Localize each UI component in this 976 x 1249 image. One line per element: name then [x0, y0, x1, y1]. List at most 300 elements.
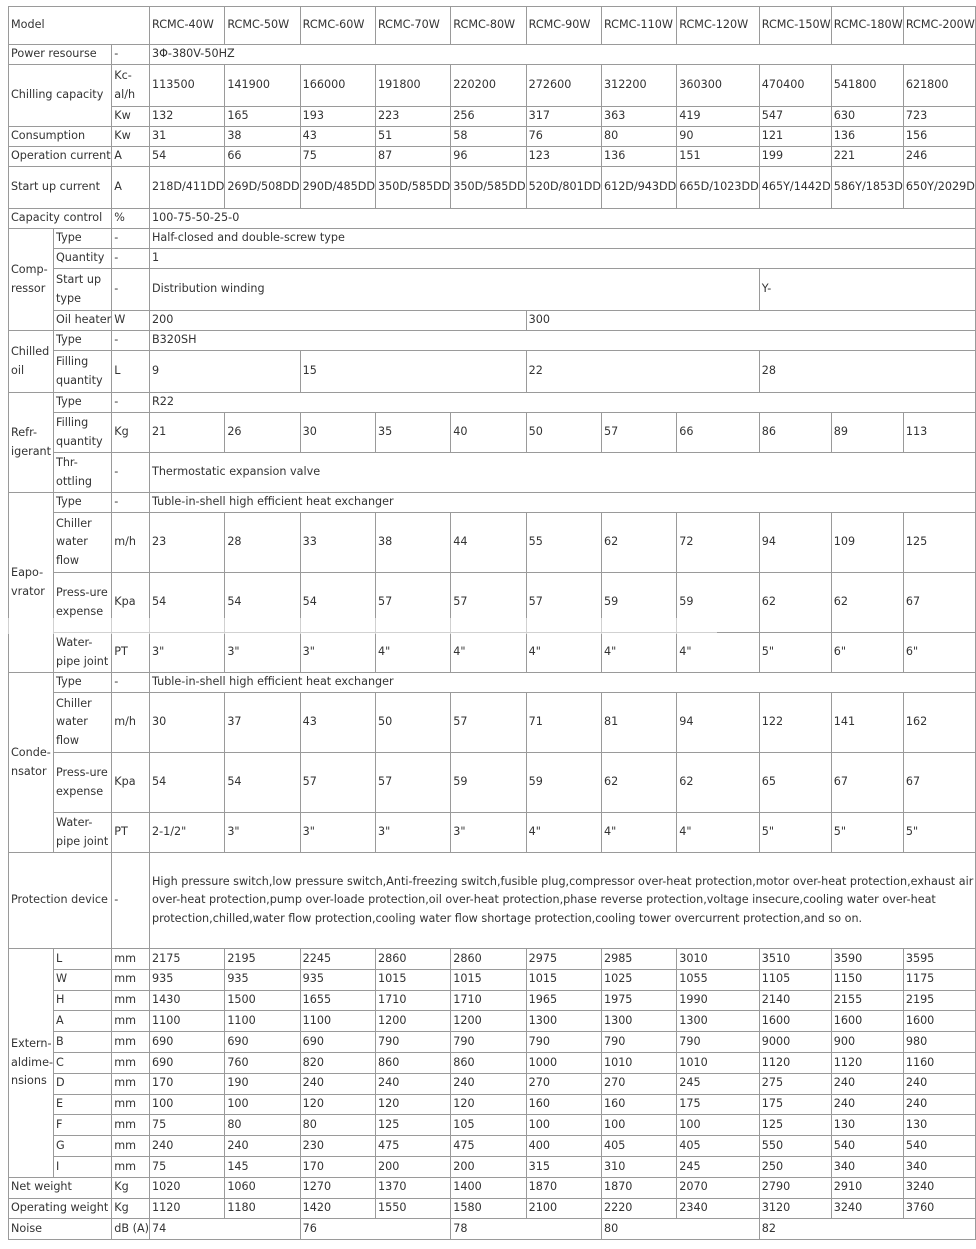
- compressor-startup-row: [9, 269, 976, 311]
- value-cell: 37: [225, 693, 300, 753]
- unit-cell: Kc-al/h: [112, 65, 150, 107]
- value-cell: 612D/943DD: [601, 167, 676, 209]
- value-cell: 1975: [601, 990, 676, 1011]
- row-label: Operating weight: [9, 1198, 112, 1219]
- model-name: RCMC-110W: [601, 7, 676, 45]
- value-cell: 1105: [759, 969, 831, 990]
- value-cell: 240: [831, 1094, 903, 1115]
- unit-cell: Kg: [112, 413, 150, 453]
- value-cell: 162: [903, 693, 975, 753]
- sub-label: Chiller water flow: [53, 693, 111, 753]
- value-cell: 120: [451, 1094, 526, 1115]
- value-cell: 199: [759, 147, 831, 167]
- value-cell: 86: [759, 413, 831, 453]
- value-cell: 1710: [451, 990, 526, 1011]
- value-cell: 121: [759, 127, 831, 147]
- value-cell: 3": [451, 813, 526, 853]
- dimension-row: [9, 1032, 976, 1053]
- row-label: Consumption: [9, 127, 112, 147]
- unit-cell: mm: [112, 1073, 150, 1094]
- value-cell: 317: [526, 107, 601, 127]
- value-cell: 2790: [759, 1177, 831, 1198]
- value-cell: 80: [300, 1115, 375, 1136]
- unit-cell: mm: [112, 949, 150, 970]
- header-row: [9, 7, 976, 45]
- sub-label: C: [53, 1052, 111, 1073]
- value-cell: 94: [677, 693, 759, 753]
- value-cell: 250: [759, 1156, 831, 1177]
- group-label: Refr-igerant: [9, 393, 54, 493]
- value-cell: 28: [225, 513, 300, 573]
- value-cell: 860: [375, 1052, 450, 1073]
- value-cell: 1655: [300, 990, 375, 1011]
- value-cell: 3": [300, 813, 375, 853]
- power-row: [9, 45, 976, 65]
- value-cell: Half-closed and double-screw type: [149, 229, 975, 249]
- value-cell: 80: [601, 1219, 759, 1240]
- sub-label: Chiller water flow: [53, 513, 111, 573]
- value-cell: 240: [149, 1136, 224, 1157]
- value-cell: 1370: [375, 1177, 450, 1198]
- value-cell: 43: [300, 693, 375, 753]
- value-cell: 4": [375, 633, 450, 673]
- value-cell: 4": [451, 633, 526, 673]
- refrigerant-filling-row: [9, 413, 976, 453]
- value-cell: 100: [225, 1094, 300, 1115]
- value-cell: 540: [831, 1136, 903, 1157]
- value-cell: 1430: [149, 990, 224, 1011]
- row-label: Chilling capacity: [9, 65, 112, 127]
- unit-cell: m/h: [112, 513, 150, 573]
- value-cell: 240: [300, 1073, 375, 1094]
- value-cell: 74: [149, 1219, 300, 1240]
- value-cell: 191800: [375, 65, 450, 107]
- model-name: RCMC-70W: [375, 7, 450, 45]
- value-cell: 87: [375, 147, 450, 167]
- unit-cell: PT: [112, 813, 150, 853]
- value-cell: 59: [526, 753, 601, 813]
- value-cell: 300: [526, 311, 975, 331]
- value-cell: 40: [451, 413, 526, 453]
- sub-label: D: [53, 1073, 111, 1094]
- value-cell: 62: [759, 573, 831, 633]
- dimension-row: [9, 969, 976, 990]
- value-cell: 193: [300, 107, 375, 127]
- sub-label: Thr-ottling: [53, 453, 111, 493]
- value-cell: 405: [677, 1136, 759, 1157]
- value-cell: 59: [451, 753, 526, 813]
- unit-cell: W: [112, 311, 150, 331]
- value-cell: 57: [451, 693, 526, 753]
- value-cell: Thermostatic expansion valve: [149, 453, 975, 493]
- dimension-row: [9, 1073, 976, 1094]
- capacity-control-row: [9, 209, 976, 229]
- value-cell: 1000: [526, 1052, 601, 1073]
- value-cell: 690: [149, 1032, 224, 1053]
- value-cell: 790: [526, 1032, 601, 1053]
- value-cell: 5": [831, 813, 903, 853]
- dimension-row: [9, 990, 976, 1011]
- value-cell: 67: [903, 573, 975, 633]
- value-cell: 340: [831, 1156, 903, 1177]
- value-cell: 190: [225, 1073, 300, 1094]
- value-cell: 125: [375, 1115, 450, 1136]
- value-cell: 1055: [677, 969, 759, 990]
- value-cell: 1200: [451, 1011, 526, 1032]
- value-cell: 67: [831, 753, 903, 813]
- value-cell: 221: [831, 147, 903, 167]
- value-cell: 3595: [903, 949, 975, 970]
- value-cell: 57: [601, 413, 676, 453]
- value-cell: 3760: [903, 1198, 975, 1219]
- value-cell: 900: [831, 1032, 903, 1053]
- value-cell: 30: [149, 693, 224, 753]
- value-cell: 1600: [903, 1011, 975, 1032]
- value-cell: 62: [601, 753, 676, 813]
- unit-cell: dB (A): [112, 1219, 150, 1240]
- value-cell: 62: [831, 573, 903, 633]
- unit-cell: m/h: [112, 693, 150, 753]
- value-cell: 72: [677, 513, 759, 573]
- sub-label: W: [53, 969, 111, 990]
- value-cell: 67: [903, 753, 975, 813]
- value-cell: 4": [677, 813, 759, 853]
- value-cell: 1010: [677, 1052, 759, 1073]
- compressor-oil-heater-row: [9, 311, 976, 331]
- value-cell: 1420: [300, 1198, 375, 1219]
- value-cell: 1015: [451, 969, 526, 990]
- value-cell: 935: [300, 969, 375, 990]
- value-cell: Tuble-in-shell high efficient heat exchanger: [149, 493, 975, 513]
- value-cell: 400: [526, 1136, 601, 1157]
- value-cell: 75: [149, 1115, 224, 1136]
- dimension-row: [9, 1115, 976, 1136]
- value-cell: 59: [677, 573, 759, 633]
- value-cell: 405: [601, 1136, 676, 1157]
- value-cell: 1020: [149, 1177, 224, 1198]
- value-cell: 245: [677, 1156, 759, 1177]
- value-cell: 1: [149, 249, 975, 269]
- value-cell: 547: [759, 107, 831, 127]
- value-cell: 165: [225, 107, 300, 127]
- value-cell: 66: [225, 147, 300, 167]
- value-cell: 59: [601, 573, 676, 633]
- value-cell: 160: [526, 1094, 601, 1115]
- sub-label: Type: [53, 331, 111, 351]
- value-cell: 272600: [526, 65, 601, 107]
- value-cell: 690: [225, 1032, 300, 1053]
- value-cell: 35: [375, 413, 450, 453]
- value-cell: 54: [225, 573, 300, 633]
- unit-cell: mm: [112, 969, 150, 990]
- value-cell: 3240: [831, 1198, 903, 1219]
- value-cell: 3": [225, 813, 300, 853]
- value-cell: 57: [526, 573, 601, 633]
- value-cell: 1400: [451, 1177, 526, 1198]
- consumption-row: [9, 127, 976, 147]
- value-cell: 270: [601, 1073, 676, 1094]
- value-cell: 3590: [831, 949, 903, 970]
- value-cell: 4": [526, 813, 601, 853]
- sub-label: Water-pipe joint: [53, 633, 111, 673]
- sub-label: I: [53, 1156, 111, 1177]
- unit-cell: mm: [112, 990, 150, 1011]
- value-cell: 3": [300, 633, 375, 673]
- group-label: Comp-ressor: [9, 229, 54, 331]
- value-cell: 4": [601, 813, 676, 853]
- value-cell: 50: [375, 693, 450, 753]
- model-name: RCMC-150W: [759, 7, 831, 45]
- sub-label: Filling quantity: [53, 413, 111, 453]
- sub-label: G: [53, 1136, 111, 1157]
- row-label: Power resourse: [9, 45, 112, 65]
- value-cell: 3510: [759, 949, 831, 970]
- value-cell: 22: [526, 351, 759, 393]
- value-cell: 2195: [903, 990, 975, 1011]
- value-cell: 122: [759, 693, 831, 753]
- unit-cell: mm: [112, 1115, 150, 1136]
- value-cell: 240: [903, 1073, 975, 1094]
- value-cell: 690: [149, 1052, 224, 1073]
- value-cell: 860: [451, 1052, 526, 1073]
- value-cell: 120: [375, 1094, 450, 1115]
- value-cell: 240: [903, 1094, 975, 1115]
- value-cell: 1100: [149, 1011, 224, 1032]
- value-cell: 57: [300, 753, 375, 813]
- unit-cell: Kpa: [112, 573, 150, 633]
- value-cell: 350D/585DD: [451, 167, 526, 209]
- value-cell: 23: [149, 513, 224, 573]
- model-name: RCMC-80W: [451, 7, 526, 45]
- value-cell: 100: [526, 1115, 601, 1136]
- value-cell: 9: [149, 351, 300, 393]
- value-cell: 269D/508DD: [225, 167, 300, 209]
- value-cell: 1025: [601, 969, 676, 990]
- value-cell: 26: [225, 413, 300, 453]
- condensator-type-row: [9, 673, 976, 693]
- value-cell: 275: [759, 1073, 831, 1094]
- dimension-row: [9, 949, 976, 970]
- value-cell: 170: [149, 1073, 224, 1094]
- net-weight-row: [9, 1177, 976, 1198]
- unit-cell: mm: [112, 1052, 150, 1073]
- value-cell: 28: [759, 351, 975, 393]
- value-cell: 82: [759, 1219, 975, 1240]
- sub-label: Type: [53, 493, 111, 513]
- unit-cell: Kg: [112, 1177, 150, 1198]
- model-name: RCMC-50W: [225, 7, 300, 45]
- value-cell: 120: [300, 1094, 375, 1115]
- value-cell: 130: [903, 1115, 975, 1136]
- value-cell: 340: [903, 1156, 975, 1177]
- value-cell: 54: [300, 573, 375, 633]
- value-cell: 630: [831, 107, 903, 127]
- sub-label: E: [53, 1094, 111, 1115]
- value-cell: 160: [601, 1094, 676, 1115]
- value-cell: 245: [677, 1073, 759, 1094]
- value-cell: 312200: [601, 65, 676, 107]
- value-cell: 760: [225, 1052, 300, 1073]
- sub-label: L: [53, 949, 111, 970]
- unit-cell: mm: [112, 1032, 150, 1053]
- value-cell: 76: [526, 127, 601, 147]
- value-cell: 1160: [903, 1052, 975, 1073]
- unit-cell: Kw: [112, 127, 150, 147]
- value-cell: 38: [375, 513, 450, 573]
- value-cell: 2100: [526, 1198, 601, 1219]
- value-cell: 240: [375, 1073, 450, 1094]
- row-label: Capacity control: [9, 209, 112, 229]
- protection-text: High pressure switch,low pressure switch,Anti-freezing switch,fusible plug,compressor over-heat protection,motor over-heat protection,exhaust air over-heat protection,pump over-loade protection,oil over-heat protection,phase reverse protection,voltage insecure,cooling water over-heat protection,chilled,water flow protection,cooling water flow shortage protection,cooling tower overcurrent protection,and so on.: [149, 853, 975, 949]
- value-cell: 58: [451, 127, 526, 147]
- value-cell: 3": [149, 633, 224, 673]
- value-cell: 141900: [225, 65, 300, 107]
- value-cell: 9000: [759, 1032, 831, 1053]
- value-cell: 100: [149, 1094, 224, 1115]
- value-cell: 141: [831, 693, 903, 753]
- value-cell: 2070: [677, 1177, 759, 1198]
- value-cell: 465Y/1442D: [759, 167, 831, 209]
- value-cell: 62: [601, 513, 676, 573]
- value-cell: 81: [601, 693, 676, 753]
- value-cell: 2340: [677, 1198, 759, 1219]
- value-cell: 650Y/2029D: [903, 167, 975, 209]
- value-cell: 363: [601, 107, 676, 127]
- value-cell: 94: [759, 513, 831, 573]
- sub-label: F: [53, 1115, 111, 1136]
- value-cell: 57: [375, 573, 450, 633]
- value-cell: 218D/411DD: [149, 167, 224, 209]
- value-cell: 55: [526, 513, 601, 573]
- value-cell: 1300: [601, 1011, 676, 1032]
- row-label: Net weight: [9, 1177, 112, 1198]
- value-cell: 30: [300, 413, 375, 453]
- dimension-row: [9, 1136, 976, 1157]
- model-name: RCMC-40W: [149, 7, 224, 45]
- value-cell: 240: [831, 1073, 903, 1094]
- value-cell: 310: [601, 1156, 676, 1177]
- value-cell: 113500: [149, 65, 224, 107]
- sub-label: Type: [53, 393, 111, 413]
- group-label: Extern-aldime-nsions: [9, 949, 54, 1178]
- value-cell: 223: [375, 107, 450, 127]
- unit-cell: A: [112, 167, 150, 209]
- value-cell: 175: [677, 1094, 759, 1115]
- value-cell: 2220: [601, 1198, 676, 1219]
- unit-cell: Kg: [112, 1198, 150, 1219]
- value-cell: 790: [677, 1032, 759, 1053]
- unit-cell: -: [112, 673, 150, 693]
- value-cell: 54: [149, 753, 224, 813]
- value-cell: 350D/585DD: [375, 167, 450, 209]
- value-cell: 90: [677, 127, 759, 147]
- sub-label: H: [53, 990, 111, 1011]
- value-cell: 3240: [903, 1177, 975, 1198]
- value-cell: 4": [526, 633, 601, 673]
- sub-label: Water-pipe joint: [53, 813, 111, 853]
- value-cell: 790: [375, 1032, 450, 1053]
- value-cell: 3": [375, 813, 450, 853]
- value-cell: 54: [149, 573, 224, 633]
- value-cell: 2175: [149, 949, 224, 970]
- value-cell: 820: [300, 1052, 375, 1073]
- refrigerant-type-row: [9, 393, 976, 413]
- value-cell: 130: [831, 1115, 903, 1136]
- value-cell: 5": [759, 633, 831, 673]
- start-current-row: [9, 167, 976, 209]
- value-cell: R22: [149, 393, 975, 413]
- value-cell: 541800: [831, 65, 903, 107]
- unit-cell: mm: [112, 1011, 150, 1032]
- value-cell: 1990: [677, 990, 759, 1011]
- watermark-band: [0, 618, 717, 634]
- dimension-row: [9, 1156, 976, 1177]
- value-cell: 790: [601, 1032, 676, 1053]
- model-name: RCMC-120W: [677, 7, 759, 45]
- value-cell: 15: [300, 351, 526, 393]
- value-cell: B320SH: [149, 331, 975, 351]
- value-cell: 1870: [526, 1177, 601, 1198]
- value-cell: 240: [225, 1136, 300, 1157]
- refrigerant-throttling-row: [9, 453, 976, 493]
- row-label: Start up current: [9, 167, 112, 209]
- unit-cell: -: [112, 249, 150, 269]
- value-cell: 1150: [831, 969, 903, 990]
- value-cell: 2155: [831, 990, 903, 1011]
- value-cell: 1175: [903, 969, 975, 990]
- unit-cell: PT: [112, 633, 150, 673]
- evaporator-type-row: [9, 493, 976, 513]
- sub-label: Quantity: [53, 249, 111, 269]
- value-cell: 2245: [300, 949, 375, 970]
- value-cell: 1580: [451, 1198, 526, 1219]
- value-cell: 1100: [225, 1011, 300, 1032]
- value-cell: 4": [601, 633, 676, 673]
- unit-cell: mm: [112, 1156, 150, 1177]
- sub-label: Start up type: [53, 269, 111, 311]
- value-cell: 1120: [759, 1052, 831, 1073]
- unit-cell: mm: [112, 1136, 150, 1157]
- value-cell: 1870: [601, 1177, 676, 1198]
- value-cell: 136: [831, 127, 903, 147]
- value-cell: 230: [300, 1136, 375, 1157]
- value-cell: 125: [759, 1115, 831, 1136]
- value-cell: 125: [903, 513, 975, 573]
- dimension-row: [9, 1094, 976, 1115]
- value-cell: 3120: [759, 1198, 831, 1219]
- value-cell: 1710: [375, 990, 450, 1011]
- value-cell: 3010: [677, 949, 759, 970]
- unit-cell: -: [112, 853, 150, 949]
- value-cell: 5": [903, 813, 975, 853]
- value-cell: 113: [903, 413, 975, 453]
- chilling-kw-row: [9, 107, 976, 127]
- value-cell: 66: [677, 413, 759, 453]
- unit-cell: A: [112, 147, 150, 167]
- value-cell: 1100: [300, 1011, 375, 1032]
- unit-cell: -: [112, 229, 150, 249]
- value-cell: 1015: [375, 969, 450, 990]
- value-cell: 76: [300, 1219, 451, 1240]
- model-name: RCMC-180W: [831, 7, 903, 45]
- row-label: Noise: [9, 1219, 112, 1240]
- value-cell: 57: [375, 753, 450, 813]
- value-cell: 270: [526, 1073, 601, 1094]
- value-cell: 105: [451, 1115, 526, 1136]
- evaporator-flow-row: [9, 513, 976, 573]
- value-cell: 2140: [759, 990, 831, 1011]
- value-cell: 75: [149, 1156, 224, 1177]
